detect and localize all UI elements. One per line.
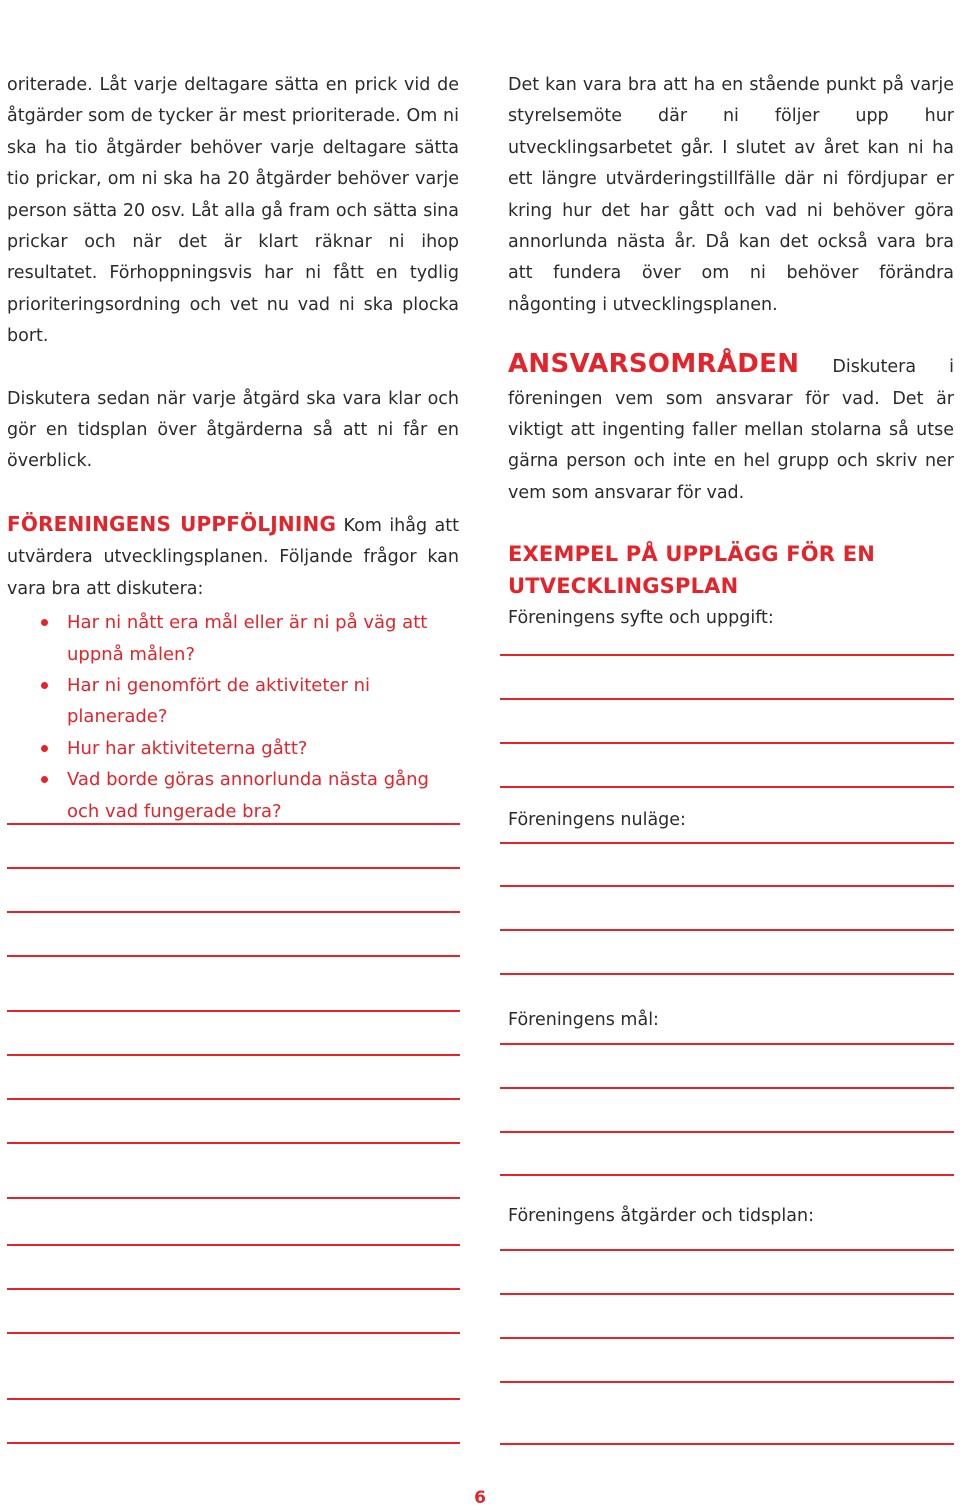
current-state-label: Föreningens nuläge: <box>508 810 686 830</box>
left-writing-line[interactable] <box>7 1442 460 1444</box>
example-heading: EXEMPEL PÅ UPPLÄGG FÖR EN UTVECKLINGSPLAN <box>508 542 876 598</box>
actions-writing-line[interactable] <box>500 1443 954 1445</box>
left-writing-line[interactable] <box>7 1054 460 1056</box>
list-item: Har ni nått era mål eller är ni på väg att uppnå målen? <box>7 607 459 670</box>
intro-paragraph: oriterade. Låt varje deltagare sätta en prick vid de åtgärder som de tycker är mest prioriterade. Om ni ska ha tio åtgärder behöver varje deltagare sätta tio prickar, om ni ska ha 20 åtgärder behöver varje person sätta 20 osv. Låt alla gå fram och sätta sina prickar och när det är klart räknar ni ihop resultatet. Förhoppningsvis har ni fått en tydlig prioriteringsordning och vet nu vad ni ska plocka bort. <box>7 75 459 347</box>
left-writing-line[interactable] <box>7 955 460 957</box>
left-writing-line[interactable] <box>7 1288 460 1290</box>
left-writing-line[interactable] <box>7 1098 460 1100</box>
followup-heading: FÖRENINGENS UPPFÖLJNING <box>7 511 337 536</box>
left-writing-line[interactable] <box>7 1010 460 1012</box>
left-column <box>7 70 459 827</box>
left-writing-line[interactable] <box>7 867 460 869</box>
goals-writing-line[interactable] <box>500 1174 954 1176</box>
actions-writing-line[interactable] <box>500 1249 954 1251</box>
goals-writing-line[interactable] <box>500 1043 954 1045</box>
actions-label: Föreningens åtgärder och tidsplan: <box>508 1206 814 1226</box>
list-item: Vad borde göras annorlunda nästa gång och vad fungerade bra? <box>7 764 459 827</box>
actions-writing-line[interactable] <box>500 1381 954 1383</box>
bullet-icon <box>41 776 48 783</box>
followup-questions <box>7 607 459 827</box>
current-state-writing-line[interactable] <box>500 973 954 975</box>
review-paragraph: Det kan vara bra att ha en stående punkt på varje styrelsemöte där ni följer upp hur utvecklingsarbetet går. I slutet av året kan ni ha ett längre utvärderingstillfälle där ni fördjupar er kring hur det har gått och vad ni behöver göra annorlunda nästa år. Då kan det också vara bra att fundera över om ni behöver förändra någonting i utvecklingsplanen. <box>508 75 954 315</box>
left-writing-line[interactable] <box>7 1244 460 1246</box>
purpose-writing-line[interactable] <box>500 698 954 700</box>
schedule-paragraph: Diskutera sedan när varje åtgärd ska vara klar och gör en tidsplan över åtgärderna så att ni får en överblick. <box>7 388 459 472</box>
purpose-writing-line[interactable] <box>500 654 954 656</box>
actions-writing-line[interactable] <box>500 1337 954 1339</box>
goals-label: Föreningens mål: <box>508 1010 659 1030</box>
current-state-writing-line[interactable] <box>500 885 954 887</box>
bullet-icon <box>41 682 48 689</box>
left-writing-line[interactable] <box>7 1332 460 1334</box>
goals-writing-line[interactable] <box>500 1131 954 1133</box>
bullet-icon <box>41 745 48 752</box>
page-number: 6 <box>474 1488 486 1508</box>
left-writing-line[interactable] <box>7 1142 460 1144</box>
purpose-label: Föreningens syfte och uppgift: <box>508 608 774 628</box>
actions-writing-line[interactable] <box>500 1293 954 1295</box>
goals-writing-line[interactable] <box>500 1087 954 1089</box>
purpose-writing-line[interactable] <box>500 742 954 744</box>
followup-text: Kom ihåg att utvärdera utvecklingsplanen. Följande frågor kan vara bra att diskutera: <box>7 515 460 599</box>
current-state-writing-line[interactable] <box>500 929 954 931</box>
left-writing-line[interactable] <box>7 1398 460 1400</box>
list-item: Hur har aktiviteterna gått? <box>7 733 459 764</box>
responsibility-text: Diskutera i föreningen vem som ansvarar för vad. Det är viktigt att ingenting faller mellan stolarna så utse gärna person och inte en hel grupp och skriv ner vem som ansvarar för vad. <box>508 357 954 503</box>
left-writing-line[interactable] <box>7 911 460 913</box>
left-writing-line[interactable] <box>7 823 460 825</box>
list-item: Har ni genomfört de aktiviteter ni planerade? <box>7 670 459 733</box>
responsibility-heading: ANSVARSOMRÅDEN <box>508 349 800 380</box>
bullet-icon <box>41 619 48 626</box>
current-state-writing-line[interactable] <box>500 842 954 844</box>
purpose-writing-line[interactable] <box>500 786 954 788</box>
followup-paragraph <box>7 509 459 605</box>
responsibility-paragraph <box>508 349 954 509</box>
left-writing-line[interactable] <box>7 1197 460 1199</box>
right-column <box>508 70 954 602</box>
